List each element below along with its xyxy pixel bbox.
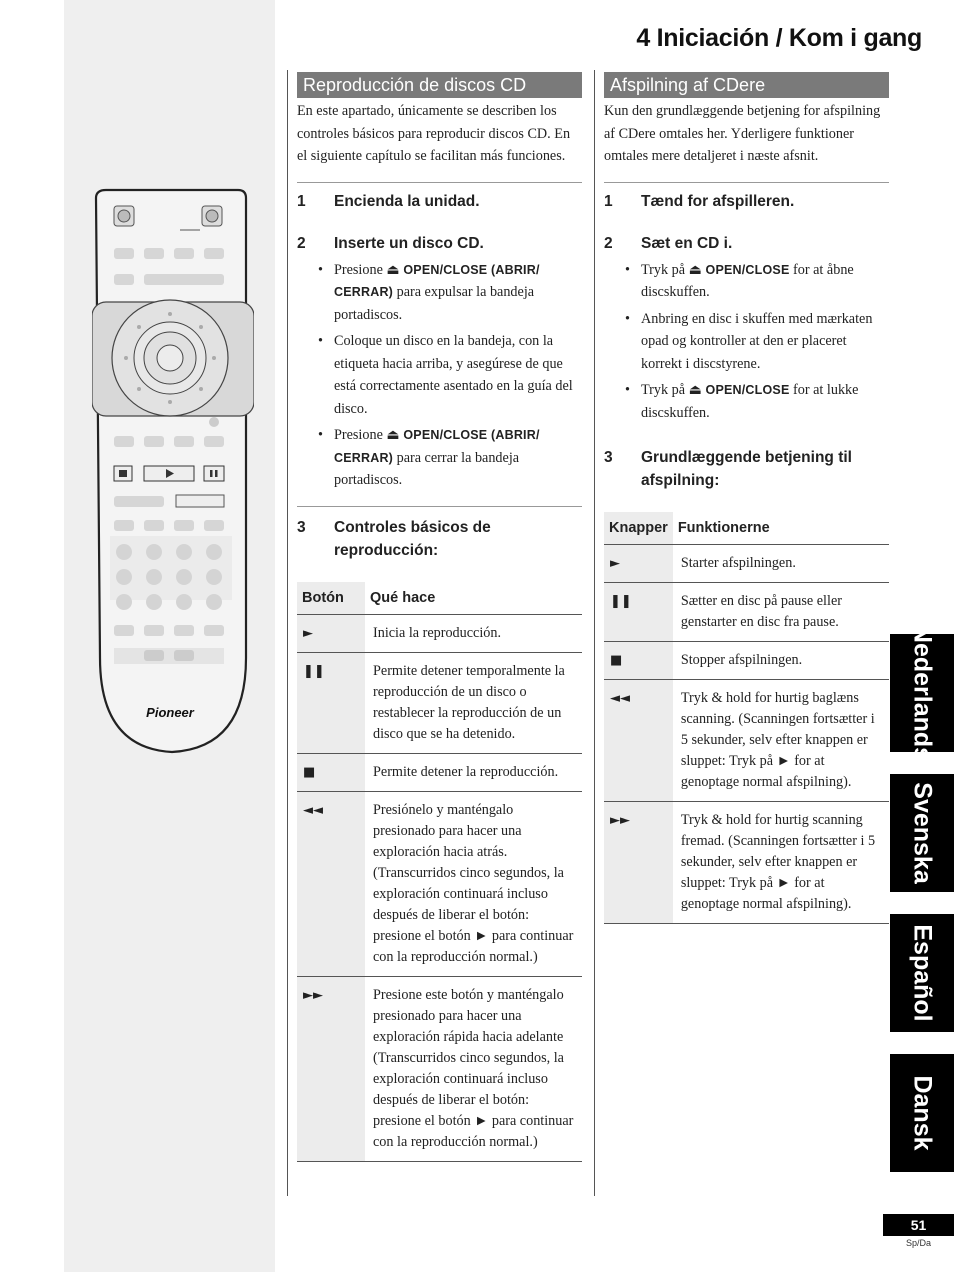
language-tab-dansk[interactable] — [890, 1054, 954, 1172]
column-header: Knapper — [604, 512, 673, 545]
row-description: Permite detener la reproducción. — [365, 753, 582, 791]
table-row — [297, 614, 582, 652]
bullet-item: • Tryk på ⏏ OPEN/CLOSE for at åbne discskuffen. — [625, 261, 854, 300]
table-header-row — [297, 582, 582, 615]
column-header: Qué hace — [365, 582, 582, 615]
row-description: Starter afspilningen. — [673, 545, 889, 583]
step-1: 1 Encienda la unidad. — [297, 192, 480, 210]
play-icon: ► — [297, 614, 365, 652]
row-description: Permite detener temporalmente la reproducción de un disco o restablecer la reproducción de un disco que se ha detenido. — [365, 652, 582, 753]
language-tab-espanol[interactable] — [890, 914, 954, 1032]
spanish-column — [297, 72, 582, 1162]
step-2: 2 Sæt en CD i. — [604, 234, 733, 252]
step-1: 1 Tænd for afspilleren. — [604, 192, 795, 210]
row-description: Inicia la reproducción. — [365, 614, 582, 652]
table-row — [604, 680, 889, 802]
pause-icon: ❚❚ — [604, 583, 673, 642]
page-title: 4 Iniciación / Kom i gang — [636, 24, 922, 52]
remote-control-illustration — [92, 188, 254, 758]
language-tab-nederlands[interactable] — [890, 624, 954, 762]
table-row — [297, 791, 582, 976]
rewind-icon: ◄◄ — [604, 680, 673, 802]
controls-table — [604, 512, 889, 924]
divider — [604, 182, 889, 183]
eject-icon: ⏏ — [688, 261, 702, 278]
tab-label: Svenska — [908, 782, 937, 884]
intro-text: En este apartado, únicamente se describen los controles básicos para reproducir discos CD. En el siguiente capítulo se facilitan más funciones. — [297, 103, 571, 164]
rewind-icon: ◄◄ — [297, 791, 365, 976]
row-description: Sætter en disc på pause eller genstarter en disc fra pause. — [673, 583, 889, 642]
divider — [297, 182, 582, 183]
tab-label: Dansk — [908, 1075, 937, 1151]
play-icon: ► — [604, 545, 673, 583]
table-row — [604, 642, 889, 680]
table-row — [297, 976, 582, 1161]
stop-icon: ■ — [297, 753, 365, 791]
stop-icon: ■ — [604, 642, 673, 680]
eject-icon: ⏏ — [386, 261, 400, 278]
fast-forward-icon: ►► — [297, 976, 365, 1161]
row-description: Tryk & hold for hurtig baglæns scanning. (Scanningen fortsætter i 5 sekunder, selv efter knappen er sluppet: Tryk på ► for at genoptage normal afspilning). — [673, 680, 889, 802]
bullet-item: • Anbring en disc i skuffen med mærkaten opad og kontroller at den er placeret korrekt i discstyrene. — [625, 310, 873, 372]
table-header-row — [604, 512, 889, 545]
step-2: 2 Inserte un disco CD. — [297, 234, 484, 252]
table-row — [604, 545, 889, 583]
table-row — [297, 753, 582, 791]
controls-table — [297, 582, 582, 1162]
intro-text: Kun den grundlæggende betjening for afspilning af CDere omtales her. Yderligere funktioner omtales mere detaljeret i næste afsnit. — [604, 103, 881, 164]
column-header: Botón — [297, 582, 365, 615]
row-description: Stopper afspilningen. — [673, 642, 889, 680]
table-row — [604, 802, 889, 924]
language-tab-svenska[interactable] — [890, 774, 954, 892]
step-3: 3 Controles básicos de reproducción: — [297, 518, 491, 559]
tab-label: Nederlands — [908, 624, 937, 762]
eject-icon: ⏏ — [386, 427, 400, 443]
pioneer-logo: Pioneer — [146, 705, 194, 720]
pause-icon: ❚❚ — [297, 652, 365, 753]
table-row — [604, 583, 889, 642]
bullet-item: • Tryk på ⏏ OPEN/CLOSE for at lukke discskuffen. — [625, 382, 859, 421]
column-divider-right — [594, 70, 595, 1196]
danish-column — [604, 72, 889, 924]
section-heading: Afspilning af CDere — [604, 72, 889, 98]
divider — [297, 506, 582, 507]
table-row — [297, 652, 582, 753]
eject-icon: ⏏ — [688, 382, 702, 398]
step-3: 3 Grundlæggende betjening til afspilning: — [604, 449, 852, 489]
bullet-item: • Coloque un disco en la bandeja, con la etiqueta hacia arriba, y asegúrese de que está correctamente asentado en la guía del disco. — [318, 333, 573, 417]
bullet-item: • Presione ⏏ OPEN/CLOSE (ABRIR/ CERRAR) para cerrar la bandeja portadiscos. — [318, 427, 540, 488]
row-description: Presiónelo y manténgalo presionado para hacer una exploración hacia atrás. (Transcurridos cinco segundos, la exploración continuará incluso después de liberar el botón: presione el botón ► para continuar con la reproducción normal.) — [365, 791, 582, 976]
page-language-code: Sp/Da — [905, 1238, 931, 1248]
row-description: Presione este botón y manténgalo presionado para hacer una exploración rápida hacia adelante (Transcurridos cinco segundos, la exploración continuará incluso después de liberar el botón: presione el botón ► para continuar con la reproducción normal.) — [365, 976, 582, 1161]
row-description: Tryk & hold for hurtig scanning fremad. (Scanningen fortsætter i 5 sekunder, selv efter knappen er sluppet: Tryk på ► for at genoptage normal afspilning). — [673, 802, 889, 924]
section-heading: Reproducción de discos CD — [297, 72, 582, 98]
column-header: Funktionerne — [673, 512, 889, 545]
fast-forward-icon: ►► — [604, 802, 673, 924]
column-divider-left — [287, 70, 288, 1196]
tab-label: Español — [908, 924, 937, 1022]
page-number: 51 — [883, 1214, 954, 1236]
bullet-item: • Presione ⏏ OPEN/CLOSE (ABRIR/ CERRAR) para expulsar la bandeja portadiscos. — [318, 261, 540, 323]
